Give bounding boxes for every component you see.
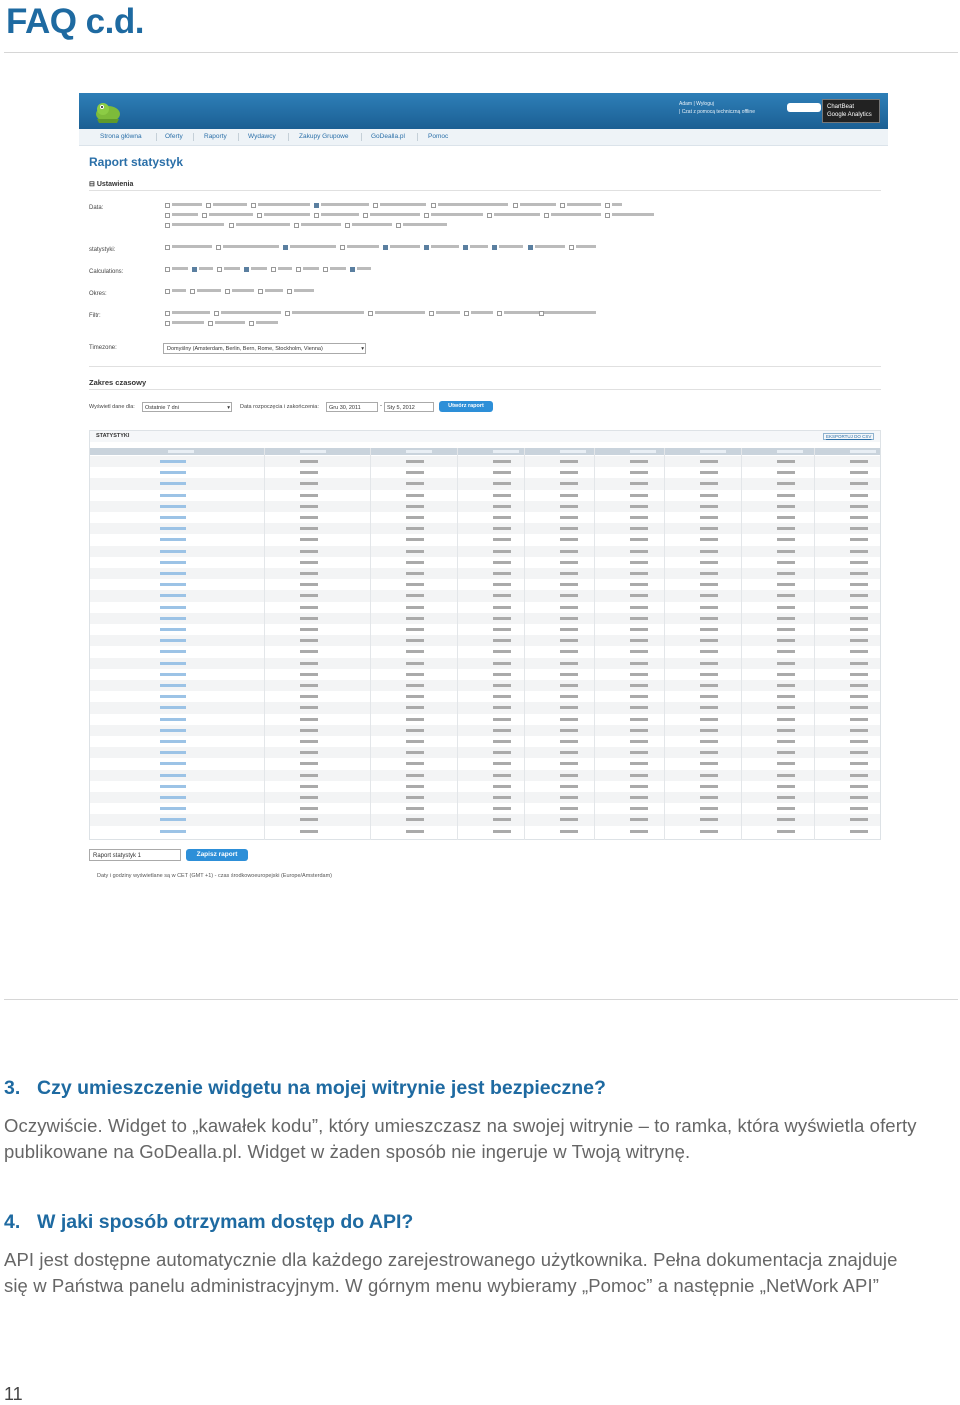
option-checkbox[interactable] (605, 213, 654, 219)
option-checkbox[interactable] (368, 311, 425, 317)
table-row (90, 613, 880, 624)
calc-label: Calculations: (89, 269, 124, 275)
question-3-heading: 3. Czy umieszczenie widgetu na mojej witrynie jest bezpieczne? (4, 1077, 606, 1099)
table-row (90, 557, 880, 568)
page-title: FAQ c.d. (6, 2, 144, 41)
checkbox[interactable] (216, 245, 221, 250)
table-row (90, 523, 880, 534)
option-checkbox[interactable] (216, 245, 279, 251)
checkbox[interactable] (165, 311, 170, 316)
option-checkbox[interactable] (165, 267, 188, 273)
timezone-note: Daty i godziny wyświetlane są w CET (GMT +1) - czas środkowoeuropejski (Europe/Amsterdam) (97, 873, 333, 879)
checkbox[interactable] (497, 311, 502, 316)
checkbox[interactable] (544, 213, 549, 218)
data-label: Data: (89, 205, 104, 211)
table-row (90, 770, 880, 781)
checkbox[interactable] (431, 203, 436, 208)
checkbox[interactable] (314, 203, 319, 208)
checkbox[interactable] (229, 223, 234, 228)
checkbox[interactable] (363, 213, 368, 218)
option-checkbox[interactable] (487, 213, 540, 219)
checkbox[interactable] (165, 289, 170, 294)
checkbox[interactable] (314, 213, 319, 218)
checkbox[interactable] (283, 245, 288, 250)
section-divider (4, 999, 958, 1000)
page-number: 11 (4, 1384, 23, 1404)
checkbox[interactable] (294, 223, 299, 228)
table-row (90, 624, 880, 635)
option-checkbox[interactable] (345, 223, 392, 229)
nav-home[interactable]: Strona główna (100, 133, 142, 140)
checkbox[interactable] (528, 245, 533, 250)
stats-table (89, 430, 881, 840)
option-checkbox[interactable] (528, 245, 565, 251)
checkbox[interactable] (244, 267, 249, 272)
checkbox[interactable] (206, 203, 211, 208)
export-csv-button[interactable]: EKSPORTUJ DO CSV (823, 433, 874, 440)
table-row (90, 546, 880, 557)
checkbox[interactable] (257, 213, 262, 218)
checkbox[interactable] (271, 267, 276, 272)
checkbox[interactable] (605, 203, 610, 208)
checkbox[interactable] (208, 321, 213, 326)
option-checkbox[interactable] (202, 213, 253, 219)
table-row (90, 792, 880, 803)
table-header (90, 448, 880, 455)
question-4-heading: 4. W jaki sposób otrzymam dostęp do API? (4, 1211, 414, 1233)
option-checkbox[interactable] (206, 203, 247, 209)
main-nav (79, 129, 888, 146)
checkbox[interactable] (165, 245, 170, 250)
option-checkbox[interactable] (560, 203, 601, 209)
option-checkbox[interactable] (208, 321, 245, 327)
option-checkbox[interactable] (296, 267, 319, 273)
table-row (90, 501, 880, 512)
stats-label: statystyki: (89, 247, 116, 253)
option-checkbox[interactable] (214, 311, 281, 317)
checkbox[interactable] (296, 267, 301, 272)
table-row (90, 579, 880, 590)
option-checkbox[interactable] (165, 213, 198, 219)
option-checkbox[interactable] (383, 245, 420, 251)
save-report-button[interactable]: Zapisz raport (186, 849, 248, 861)
table-row (90, 747, 880, 758)
checkbox[interactable] (165, 213, 170, 218)
checkbox[interactable] (487, 213, 492, 218)
checkbox[interactable] (251, 203, 256, 208)
option-checkbox[interactable] (513, 203, 556, 209)
report-name-input[interactable]: Raport statystyk 1 (89, 849, 181, 861)
timezone-select[interactable]: Domyślny (Amsterdam, Berlin, Bern, Rome, Stockholm, Vienna) ▾ (163, 343, 366, 354)
option-checkbox[interactable] (165, 311, 210, 317)
filter-label: Filtr: (89, 313, 101, 319)
table-row (90, 680, 880, 691)
checkbox[interactable] (429, 311, 434, 316)
option-checkbox[interactable] (285, 311, 364, 317)
option-checkbox[interactable] (192, 267, 213, 273)
table-row (90, 635, 880, 646)
option-checkbox[interactable] (340, 245, 379, 251)
checkbox[interactable] (192, 267, 197, 272)
option-checkbox[interactable] (165, 289, 186, 295)
checkbox[interactable] (605, 213, 610, 218)
option-checkbox[interactable] (249, 321, 278, 327)
stats-title: STATYSTYKI (96, 433, 130, 439)
table-row (90, 781, 880, 792)
nav-help[interactable]: Pomoc (428, 133, 449, 140)
top-divider (4, 52, 958, 53)
date-range-label: Data rozpoczęcia i zakończenia: (240, 404, 319, 410)
option-checkbox[interactable] (190, 289, 221, 295)
checkbox[interactable] (560, 203, 565, 208)
option-checkbox[interactable] (244, 267, 267, 273)
option-checkbox[interactable] (217, 267, 240, 273)
option-checkbox[interactable] (294, 223, 341, 229)
app-header (79, 93, 888, 129)
checkbox[interactable] (492, 245, 497, 250)
checkbox[interactable] (424, 245, 429, 250)
option-checkbox[interactable] (605, 203, 622, 209)
checkbox[interactable] (165, 203, 170, 208)
support-chat-link[interactable]: | Czat z pomocą techniczną offline (679, 109, 755, 115)
date-range-heading: Zakres czasowy (89, 378, 147, 387)
option-checkbox[interactable] (544, 213, 601, 219)
table-row (90, 714, 880, 725)
table-row (90, 702, 880, 713)
checkbox[interactable] (217, 267, 222, 272)
table-row (90, 646, 880, 657)
option-checkbox[interactable] (225, 289, 254, 295)
show-data-label: Wyświetl dane dla: (89, 404, 135, 410)
table-row (90, 814, 880, 825)
checkbox[interactable] (513, 203, 518, 208)
checkbox[interactable] (287, 289, 292, 294)
table-row (90, 803, 880, 814)
option-checkbox[interactable] (492, 245, 523, 251)
checkbox[interactable] (214, 311, 219, 316)
nav-group-buying[interactable]: Zakupy Grupowe (299, 133, 349, 140)
crocodile-logo-icon (93, 99, 123, 125)
option-checkbox[interactable] (271, 267, 292, 273)
period-label: Okres: (89, 291, 107, 297)
option-checkbox[interactable] (258, 289, 283, 295)
option-checkbox[interactable] (373, 203, 426, 209)
create-report-button[interactable]: Utwórz raport (439, 401, 493, 412)
chartbeat-analytics-button[interactable]: ChartBeat Google Analytics (822, 99, 880, 123)
checkbox[interactable] (463, 245, 468, 250)
checkbox[interactable] (539, 311, 544, 316)
checkbox[interactable] (396, 223, 401, 228)
table-row (90, 669, 880, 680)
screenshot-panel (79, 93, 888, 893)
option-checkbox[interactable] (283, 245, 336, 251)
checkbox[interactable] (202, 213, 207, 218)
option-checkbox[interactable] (314, 213, 359, 219)
option-checkbox[interactable] (165, 245, 212, 251)
option-checkbox[interactable] (323, 267, 346, 273)
table-row (90, 691, 880, 702)
table-row (90, 490, 880, 501)
answer-3-line-1: Oczywiście. Widget to „kawałek kodu”, który umieszczasz na swojej witrynie – to ramka, która wyświetla oferty (4, 1115, 917, 1136)
option-checkbox[interactable] (314, 203, 369, 209)
option-checkbox[interactable] (229, 223, 290, 229)
option-checkbox[interactable] (165, 223, 224, 229)
period-select[interactable]: Ostatnie 7 dni ▾ (142, 402, 232, 412)
report-title: Raport statystyk (89, 155, 184, 169)
checkbox[interactable] (569, 245, 574, 250)
table-row (90, 658, 880, 669)
user-logout-link[interactable]: Adam | Wyloguj (679, 101, 714, 107)
option-checkbox[interactable] (363, 213, 420, 219)
search-input[interactable] (787, 103, 821, 112)
option-checkbox[interactable] (287, 289, 314, 295)
table-row (90, 534, 880, 545)
option-checkbox[interactable] (569, 245, 596, 251)
option-checkbox[interactable] (350, 267, 371, 273)
table-row (90, 826, 880, 837)
checkbox[interactable] (340, 245, 345, 250)
option-checkbox[interactable] (463, 245, 488, 251)
checkbox[interactable] (258, 289, 263, 294)
option-checkbox[interactable] (429, 311, 460, 317)
table-row (90, 590, 880, 601)
checkbox[interactable] (464, 311, 469, 316)
checkbox[interactable] (383, 245, 388, 250)
answer-4-line-1: API jest dostępne automatycznie dla każdego zarejestrowanego użytkownika. Pełna dokumentacja znajduje (4, 1249, 898, 1270)
option-checkbox[interactable] (251, 203, 310, 209)
checkbox[interactable] (345, 223, 350, 228)
table-row (90, 725, 880, 736)
option-checkbox[interactable] (257, 213, 310, 219)
checkbox[interactable] (285, 311, 290, 316)
option-checkbox[interactable] (424, 245, 459, 251)
checkbox[interactable] (225, 289, 230, 294)
table-row (90, 568, 880, 579)
checkbox[interactable] (368, 311, 373, 316)
checkbox[interactable] (165, 223, 170, 228)
checkbox[interactable] (249, 321, 254, 326)
option-checkbox[interactable] (165, 203, 202, 209)
checkbox[interactable] (165, 267, 170, 272)
nav-publishers[interactable]: Wydawcy (248, 133, 276, 140)
table-row (90, 478, 880, 489)
table-row (90, 758, 880, 769)
answer-4-line-2: się w Państwa panelu administracyjnym. W górnym menu wybieramy „Pomoc” a następnie „NetWork API” (4, 1275, 879, 1296)
date-to-input[interactable]: Sty 5, 2012 (384, 402, 434, 412)
settings-toggle[interactable]: ⊟ Ustawienia (89, 181, 134, 188)
table-row (90, 456, 880, 467)
checkbox[interactable] (424, 213, 429, 218)
checkbox[interactable] (165, 321, 170, 326)
table-row (90, 512, 880, 523)
nav-godealla[interactable]: GoDealla.pl (371, 133, 405, 140)
top-user-links[interactable] (679, 100, 755, 116)
date-dash: - (380, 403, 382, 409)
table-row (90, 467, 880, 478)
option-checkbox[interactable] (464, 311, 493, 317)
option-checkbox[interactable] (539, 311, 596, 317)
option-checkbox[interactable] (396, 223, 447, 229)
timezone-label: Timezone: (89, 345, 117, 351)
checkbox[interactable] (373, 203, 378, 208)
date-from-input[interactable]: Gru 30, 2011 (326, 402, 378, 412)
option-checkbox[interactable] (431, 203, 508, 209)
checkbox[interactable] (190, 289, 195, 294)
nav-offers[interactable]: Oferty (165, 133, 183, 140)
answer-3-line-2: publikowane na GoDealla.pl. Widget w żaden sposób nie ingeruje w Twoją witrynę. (4, 1141, 691, 1162)
checkbox[interactable] (350, 267, 355, 272)
option-checkbox[interactable] (424, 213, 483, 219)
checkbox[interactable] (323, 267, 328, 272)
table-row (90, 736, 880, 747)
table-row (90, 602, 880, 613)
option-checkbox[interactable] (165, 321, 204, 327)
nav-reports[interactable]: Raporty (204, 133, 227, 140)
